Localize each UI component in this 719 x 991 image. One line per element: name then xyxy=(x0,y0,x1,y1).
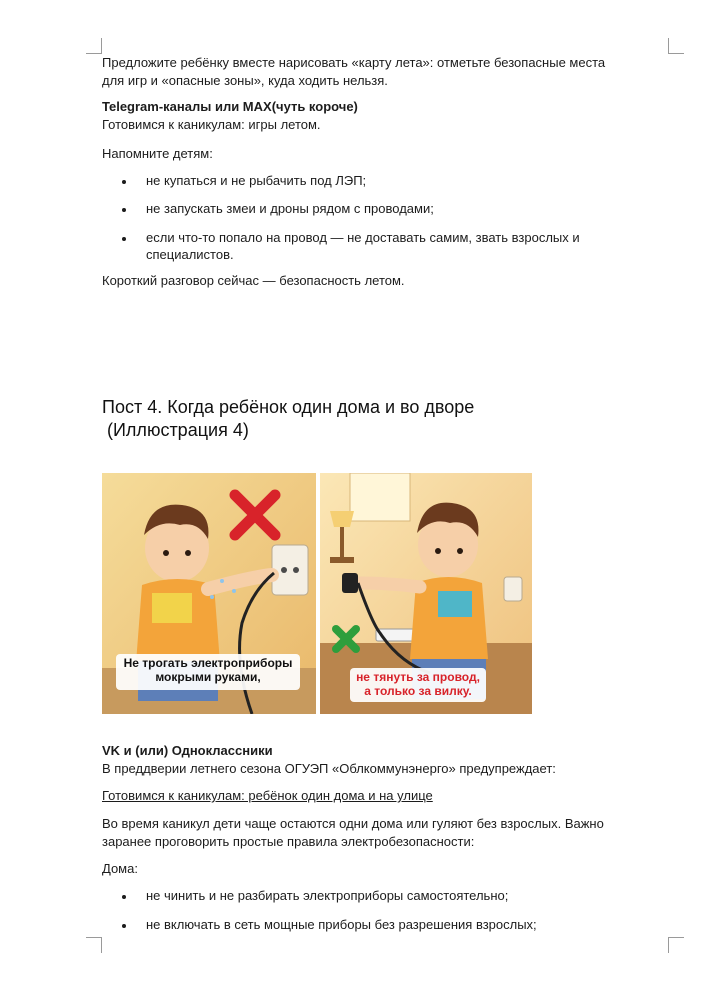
illustration-left-panel xyxy=(102,473,316,714)
left-caption-line: мокрыми руками, xyxy=(155,670,261,684)
crop-mark-top-left xyxy=(86,53,102,54)
right-caption-line: не тянуть за провод, xyxy=(356,670,480,684)
post-title: Пост 4. Когда ребёнок один дома и во дворе xyxy=(102,397,475,417)
bullet-item: если что-то попало на провод — не доставать самим, звать взрослых и xyxy=(146,230,580,245)
crop-mark-top-left xyxy=(101,38,102,54)
bullet-marker xyxy=(122,895,126,899)
right-caption-line: а только за вилку. xyxy=(364,684,472,698)
bullet-marker xyxy=(122,237,126,241)
left-caption xyxy=(116,654,300,690)
bullet-item: не купаться и не рыбачить под ЛЭП; xyxy=(146,173,367,188)
bullet-item: не запускать змеи и дроны рядом с проводами; xyxy=(146,201,434,216)
telegram-subtitle: Готовимся к каникулам: игры летом. xyxy=(102,117,321,132)
closing-text: Короткий разговор сейчас — безопасность летом. xyxy=(102,273,405,288)
paragraph-text: Предложите ребёнку вместе нарисовать «карту лета»: отметьте безопасные места xyxy=(102,55,606,70)
bullet-marker xyxy=(122,180,126,184)
crop-mark-bottom-right xyxy=(668,937,669,953)
telegram-heading: Telegram-каналы или MAX(чуть короче) xyxy=(102,99,358,114)
illustration-right-panel xyxy=(320,473,532,714)
vk-intro: В преддверии летнего сезона ОГУЭП «Облкоммунэнерго» предупреждает: xyxy=(102,761,556,776)
crop-mark-top-right xyxy=(668,38,669,54)
home-label: Дома: xyxy=(102,861,138,876)
vk-heading: VK и (или) Одноклассники xyxy=(102,743,273,758)
right-caption xyxy=(350,668,486,702)
left-caption-line: Не трогать электроприборы xyxy=(123,656,293,670)
vk-link[interactable]: Готовимся к каникулам: ребёнок один дома и на улице xyxy=(102,788,433,803)
bullet-item: не включать в сеть мощные приборы без разрешения взрослых; xyxy=(146,917,537,932)
vk-body: заранее проговорить простые правила электробезопасности: xyxy=(102,834,475,849)
bullet-item-continuation: специалистов. xyxy=(146,247,234,262)
paragraph-text: для игр и «опасные зоны», куда ходить нельзя. xyxy=(102,73,388,88)
bullet-marker xyxy=(122,924,126,928)
crop-mark-bottom-left xyxy=(86,937,102,938)
crop-mark-bottom-right xyxy=(668,937,684,938)
post-title-illustration: (Иллюстрация 4) xyxy=(102,420,249,440)
crop-mark-bottom-left xyxy=(101,937,102,953)
vk-body: Во время каникул дети чаще остаются одни дома или гуляют без взрослых. Важно xyxy=(102,816,604,831)
bullet-item: не чинить и не разбирать электроприборы самостоятельно; xyxy=(146,888,509,903)
remind-label: Напомните детям: xyxy=(102,146,213,161)
bullet-marker xyxy=(122,208,126,212)
crop-mark-top-right xyxy=(668,53,684,54)
